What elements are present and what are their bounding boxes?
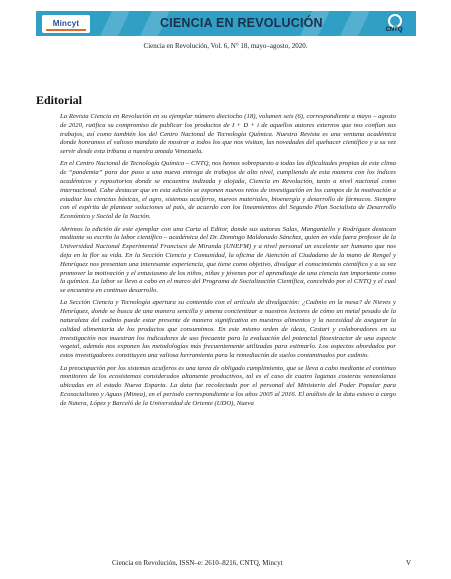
paragraph: La preocupación por los sistemas acuíferos es una tarea de obligado cumplimiento, que se lleva a cabo mediante el continuo monitoreo de los ecosistemas considerados altamente productivos, tal es el caso de cuatro lagunas costeras venezolanas ubicadas en el estado Nueva Esparta. La data fue recolectada por el personal del Ministerio del Poder Popular para Ecosocialismo y Aguas (Minea), en el periodo correspondiente a los años 2005 al 2016. El análisis de la data estuvo a cargo de Natera, López y Barceló de la Universidad de Oriente (UDO), Nueva xyxy=(60,364,396,407)
cntq-logo xyxy=(380,14,408,33)
journal-title: CIENCIA EN REVOLUCIÓN xyxy=(160,16,323,30)
mincyt-logo xyxy=(42,15,90,33)
paragraph: Abrimos la edición de este ejemplar con una Carta al Editor, donde sus autoras Salas, Manganiello y Rodríguez destacan mediante su escrito la labor científico – académica del Dr. Domingo Maldonado Sánchez, quien en vida fuera profesor de la Universidad Nacional Experimental Francisco de Miranda (UNEFM) y a nivel personal un excelente ser humano que nos deja en la flor su vida. En la Sección Ciencia y Comunidad, la oficina de Atención al Ciudadano de la mano de Rengel y Henríquez nos presentan una interesante experiencia, que tiene como objetivo, divulgar el conocimiento científico y a su vez promover la motivación y el entusiasmo de los niños, niñas y jóvenes por el aprendizaje de una ciencia tan importante como la química. La labor se llevo a cabo en el marco del Programa de Socialización Científica, concebido por el CNTQ y el cual se encuentra en continuo desarrollo. xyxy=(60,225,396,295)
paragraph: En el Centro Nacional de Tecnología Química – CNTQ, nos hemos sobrepuesto a todas las dificultades propias de este clima de “pandemia” para dar paso a una nueva entrega de trabajos de alto nivel, cumpliendo de esta manera con los índices académicos y repositorios donde se encuentra indizada y alojada, Ciencia en Revolución, tanto a nivel nacional como internacional. Cabe destacar que en esta edición se exponen nuevos retos de investigación en los campos de la motivación a estudiar las ciencias básicas, el agro, sistemas acuíferos, nuevos materiales, bioenergía y desarrollo de fármacos. Siempre con el espíritu de plantear soluciones al país, de acuerdo con los lineamientos del Segundo Plan Socialista de Desarrollo Económico y Social de la Nación. xyxy=(60,160,396,221)
journal-banner xyxy=(36,11,416,36)
section-title: Editorial xyxy=(36,93,83,107)
cntq-logo-icon xyxy=(388,14,402,28)
mincyt-logo-text: Mincyt xyxy=(52,19,80,28)
page-footer: Ciencia en Revolución, ISSN–e: 2610–8216, CNTQ, Mincyt xyxy=(112,559,283,567)
running-head: Ciencia en Revolución, Vol. 6, N° 18, mayo–agosto, 2020. xyxy=(143,42,308,50)
page-number: V xyxy=(405,559,411,567)
paragraph: La Sección Ciencia y Tecnología apertura su contenido con el artículo de divulgación: ¿Cadmio en la mesa? de Nieves y Henríquez, donde se busca de una manera sencilla y amena concientizar a nuestros lectores de cómo un metal pesado de la naturaleza del cadmio puede estar presente de manera significativa en nuestros alimentos y la necesidad de asegurar la calidad alimentaria de los productos que consumimos. En este mismo orden de ideas, Cestari y colaboradores en su investigación nos muestran los indicadores de uso frecuente para la evaluación del potencial fitoextractor de una especie vegetal, además nos exponen las metodologías más frecuentemente utilizadas para estimarlo. Los aspectos abordados por estos investigadores constituyen una valiosa herramienta para la remediación de suelos contaminados por cadmio. xyxy=(60,299,396,360)
cntq-logo-text: CNTQ xyxy=(385,27,403,33)
paragraph: La Revista Ciencia en Revolución en su ejemplar número dieciocho (18), volumen seis (6), correspondiente a mayo – agosto de 2020, ratifica su compromiso de publicar los productos de I + D + i de aquellos autores externos que nos confían sus trabajos, así como también los del Centro Nacional de Tecnología Química. Nuestra Revista es una ventana académica donde honramos el valioso mandato de mostrar a todos los que nos visitan, las novedades del quehacer científico y a su vez servir desde esta tribuna a nuestra amada Venezuela. xyxy=(60,113,396,156)
article-body xyxy=(60,113,396,412)
